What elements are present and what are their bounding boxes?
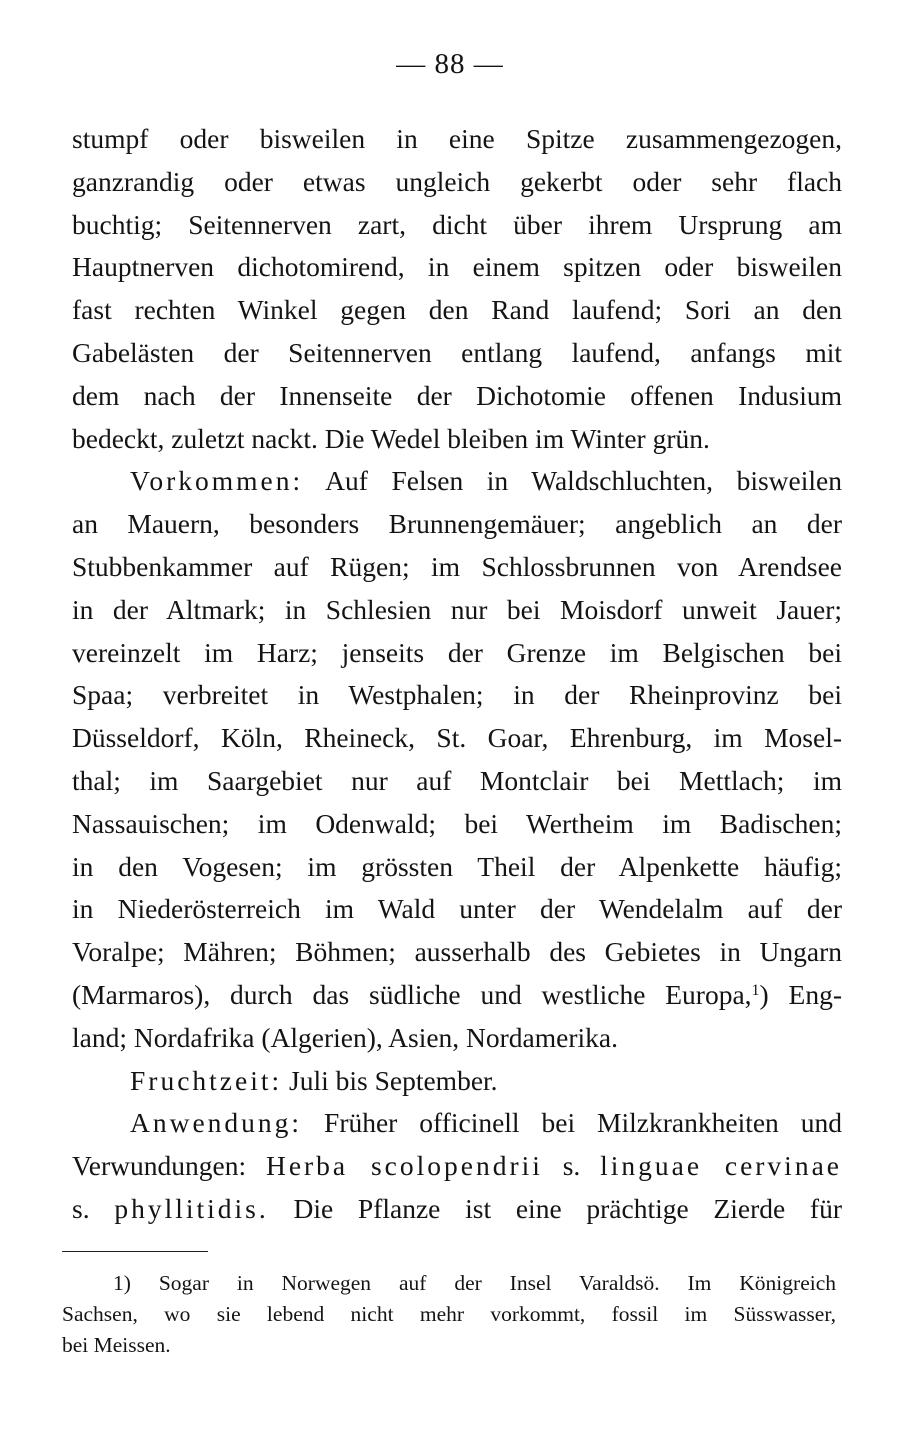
anwendung-label: Anwendung: bbox=[130, 1107, 303, 1139]
text-segment: (Marmaros), durch das südliche und westliche Europa, bbox=[72, 978, 752, 1010]
footnote-reference[interactable]: 1 bbox=[751, 981, 760, 999]
fruchtzeit-line bbox=[72, 1060, 842, 1103]
footnote-line: 1) Sogar in Norwegen auf der Insel Varaldsö. Im Königreich bbox=[113, 1271, 836, 1295]
text-segment: Die Pflanze ist eine prächtige Zierde für bbox=[268, 1192, 842, 1224]
latin-name: linguae cervinae bbox=[600, 1150, 842, 1182]
text-line: fast rechten Winkel gegen den Rand laufend; Sori an den bbox=[72, 294, 842, 326]
page-number: — 88 — bbox=[396, 48, 504, 80]
vorkommen-label: Vorkommen: bbox=[130, 465, 304, 497]
text-segment: s. bbox=[72, 1192, 115, 1224]
text-line: in der Altmark; in Schlesien nur bei Moisdorf unweit Jauer; bbox=[72, 593, 842, 625]
vorkommen-first-line bbox=[72, 460, 842, 503]
text-segment: s. bbox=[542, 1150, 601, 1182]
marmaros-line bbox=[72, 974, 842, 1017]
text-line: vereinzelt im Harz; jenseits der Grenze im Belgischen bei bbox=[72, 636, 842, 668]
anwendung-first-line bbox=[72, 1102, 842, 1145]
fruchtzeit-label: Fruchtzeit: bbox=[130, 1064, 283, 1096]
latin-name: phyllitidis. bbox=[114, 1192, 269, 1224]
main-text bbox=[72, 118, 842, 1231]
text-segment: Verwundungen: bbox=[72, 1150, 266, 1182]
vorkommen-text: Auf Felsen in Waldschluchten, bisweilen bbox=[303, 465, 842, 497]
text-line: in Niederösterreich im Wald unter der Wendelalm auf der bbox=[72, 893, 842, 925]
text-line: Spaa; verbreitet in Westphalen; in der Rheinprovinz bei bbox=[72, 679, 842, 711]
text-line: Gabelästen der Seitennerven entlang laufend, anfangs mit bbox=[72, 336, 842, 368]
text-line: bedeckt, zuletzt nackt. Die Wedel bleiben im Winter grün. bbox=[72, 422, 710, 454]
text-line: stumpf oder bisweilen in eine Spitze zusammengezogen, bbox=[72, 123, 842, 154]
text-line: in den Vogesen; im grössten Theil der Alpenkette häufig; bbox=[72, 850, 842, 882]
text-line: Düsseldorf, Köln, Rheineck, St. Goar, Ehrenburg, im Mosel- bbox=[72, 722, 842, 754]
text-line: Voralpe; Mähren; Böhmen; ausserhalb des Gebietes in Ungarn bbox=[72, 936, 842, 968]
text-line: Stubbenkammer auf Rügen; im Schlossbrunnen von Arendsee bbox=[72, 550, 842, 582]
footnote-line: Sachsen, wo sie lebend nicht mehr vorkommt, fossil im Süsswasser, bbox=[62, 1302, 836, 1326]
anwendung-text: Früher officinell bei Milzkrankheiten und bbox=[302, 1107, 842, 1139]
text-line: buchtig; Seitennerven zart, dicht über ihrem Ursprung am bbox=[72, 208, 842, 240]
footnote bbox=[62, 1268, 836, 1361]
anwendung-second-line bbox=[72, 1145, 842, 1188]
text-line: Nassauischen; im Odenwald; bei Wertheim im Badischen; bbox=[72, 807, 842, 839]
text-line: Hauptnerven dichotomirend, in einem spitzen oder bisweilen bbox=[72, 251, 842, 283]
footnote-separator bbox=[62, 1251, 208, 1252]
text-segment: ) Eng- bbox=[759, 978, 842, 1010]
text-line: thal; im Saargebiet nur auf Montclair bei Mettlach; im bbox=[72, 764, 842, 796]
text-line: land; Nordafrika (Algerien), Asien, Nordamerika. bbox=[72, 1021, 618, 1053]
anwendung-third-line bbox=[72, 1188, 842, 1231]
fruchtzeit-text: Juli bis September. bbox=[282, 1064, 498, 1096]
text-line: ganzrandig oder etwas ungleich gekerbt oder sehr flach bbox=[72, 165, 842, 197]
text-line: dem nach der Innenseite der Dichotomie offenen Indusium bbox=[72, 379, 842, 411]
text-line: an Mauern, besonders Brunnengemäuer; angeblich an der bbox=[72, 508, 842, 540]
footnote-line: bei Meissen. bbox=[62, 1333, 171, 1357]
latin-name: Herba scolopendrii bbox=[265, 1150, 543, 1182]
